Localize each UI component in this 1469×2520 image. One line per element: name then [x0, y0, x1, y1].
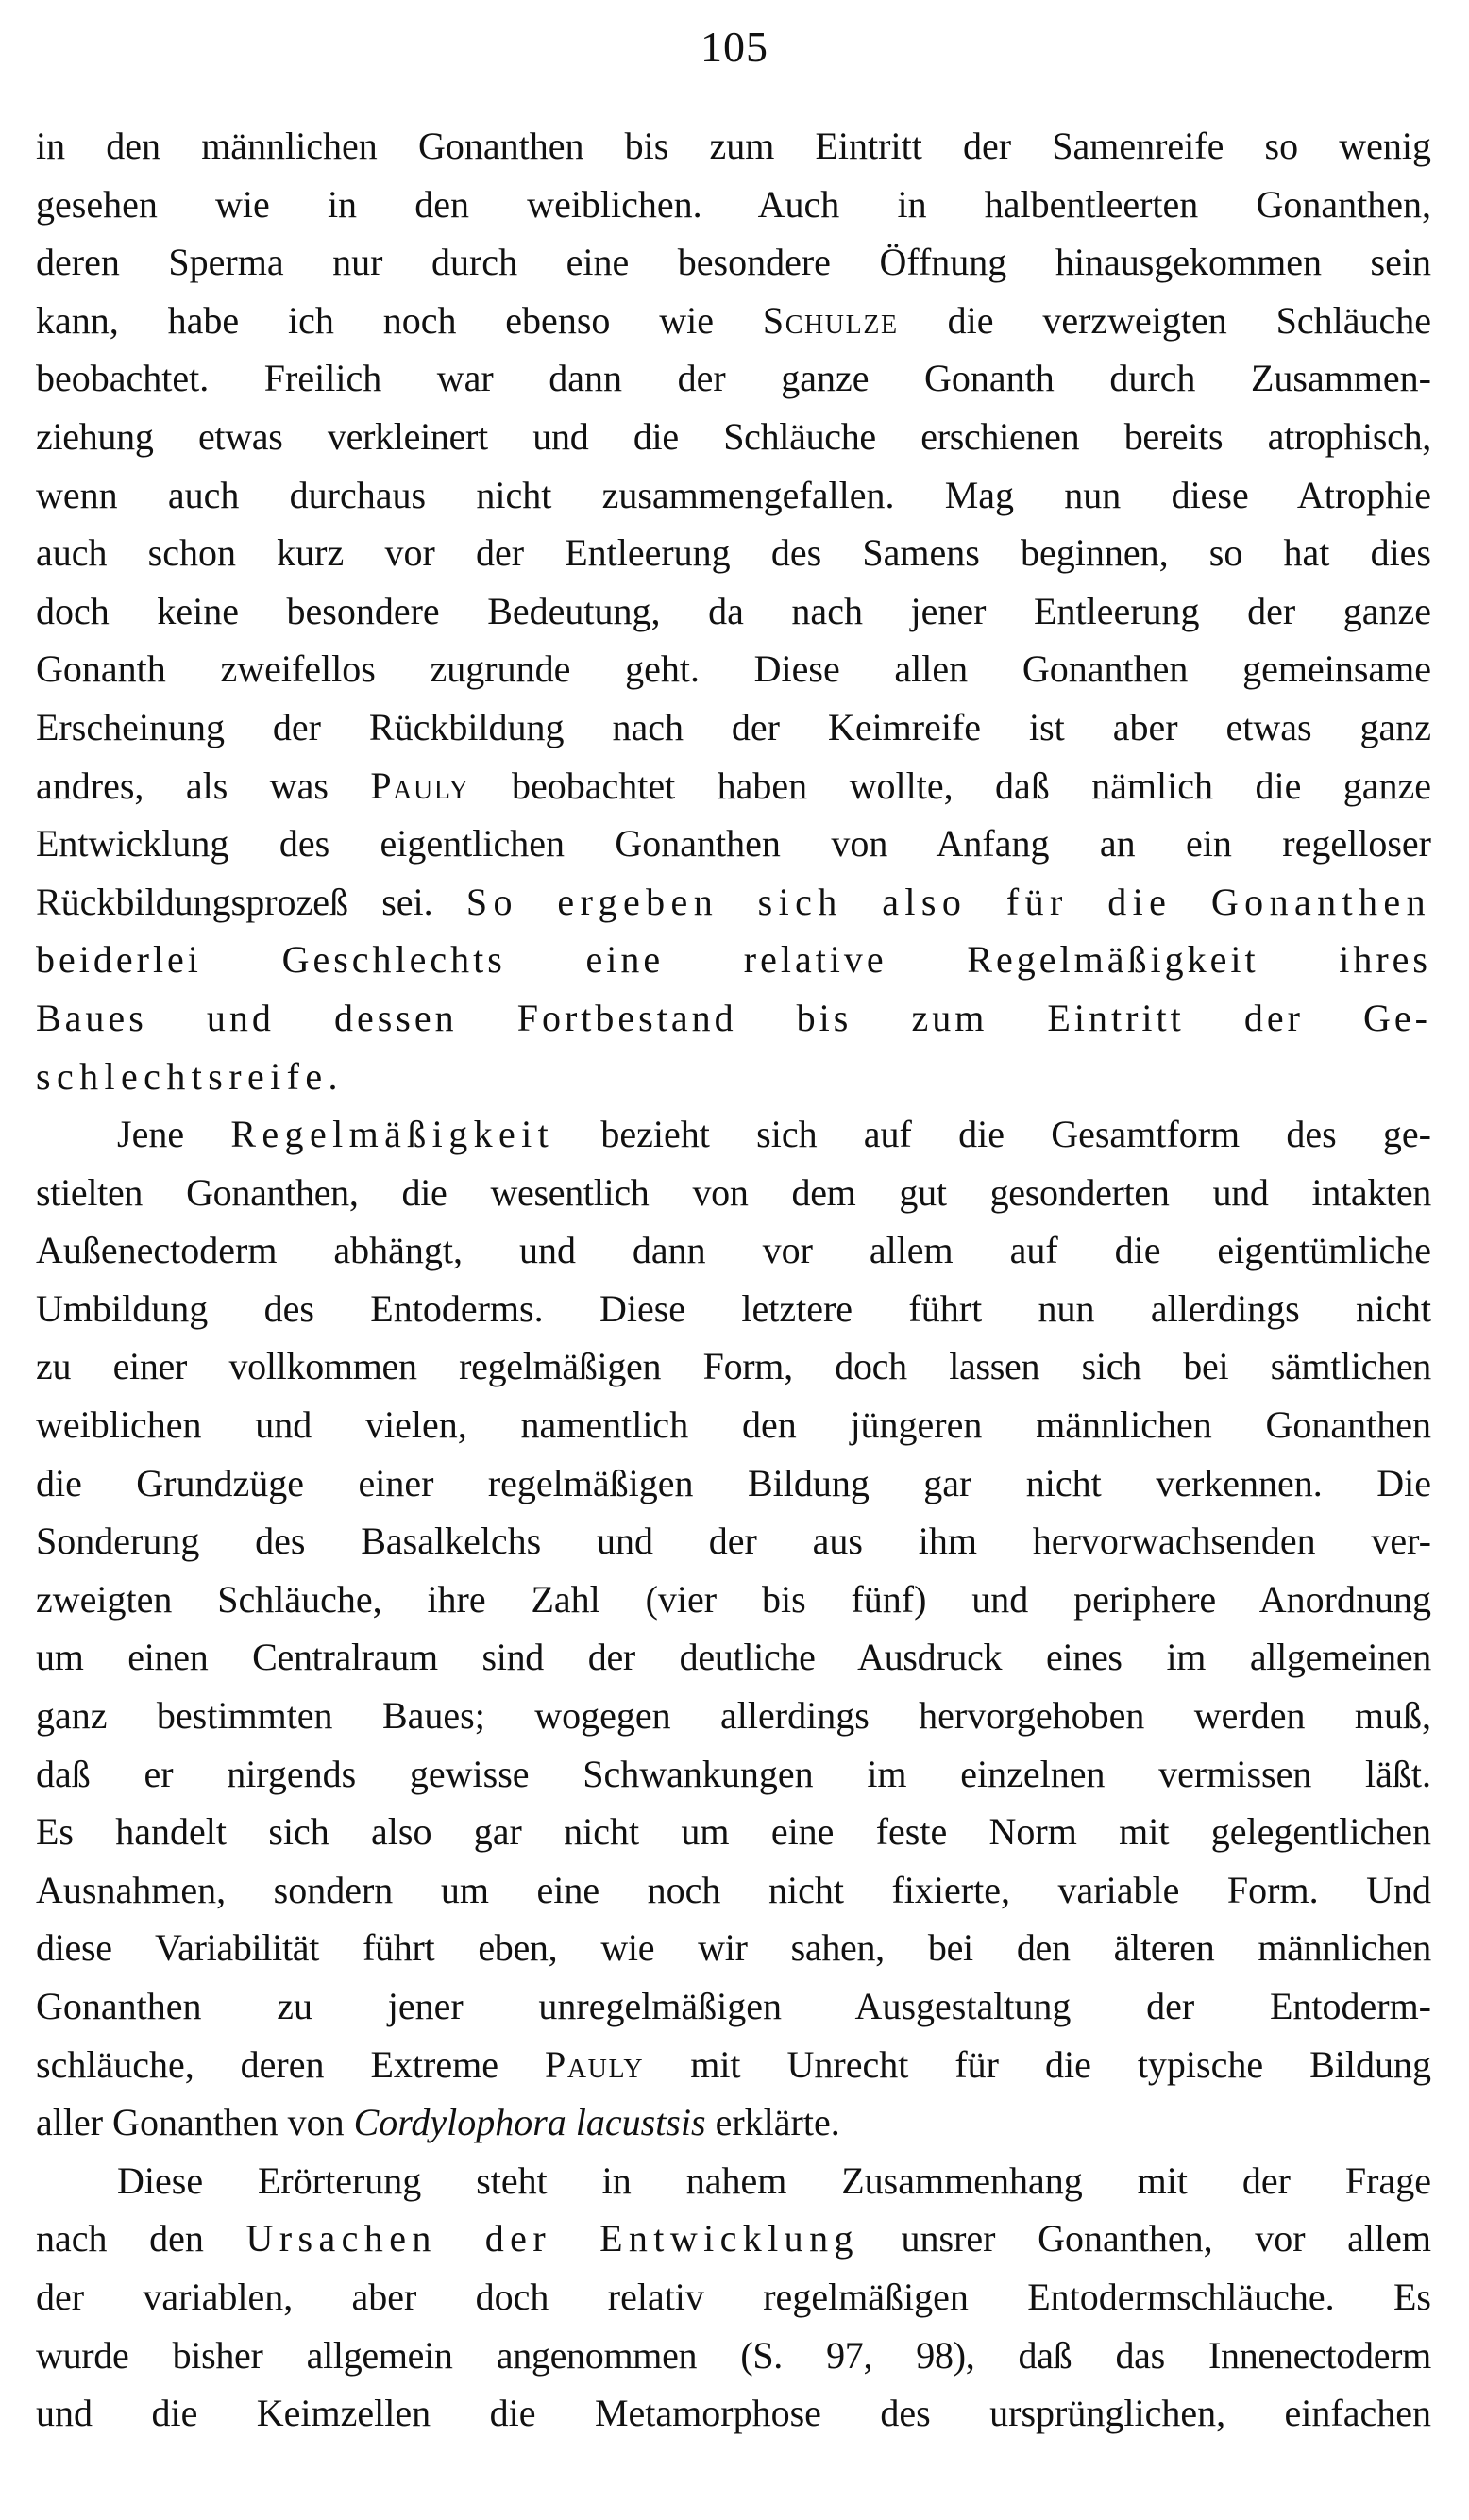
text-line-29: daß er nirgends gewisse Schwankungen im einzelnen vermissen läßt. — [36, 1752, 1431, 1795]
text-segment: nach den — [36, 2217, 204, 2260]
text-line-2: gesehen wie in den weiblichen. Auch in halbentleerten Gonanthen, — [36, 182, 1431, 226]
text-line-5: beobachtet. Freilich war dann der ganze Gonanth durch Zusammen- — [36, 357, 1431, 400]
text-line-19: stielten Gonanthen, die wesentlich von dem gut gesonderten und intakten — [36, 1170, 1431, 1214]
author-name-pauly: Pauly — [370, 764, 470, 807]
text-line-28: ganz bestimmten Baues; wogegen allerdings hervorgehoben werden muß, — [36, 1694, 1431, 1738]
text-line-24: die Grundzüge einer regelmäßigen Bildung gar nicht verkennen. Die — [36, 1461, 1431, 1504]
text-line-8: auch schon kurz vor der Entleerung des Samens beginnen, so hat dies — [36, 531, 1431, 575]
text-line-17: schlechtsreife. — [36, 1054, 344, 1098]
text-segment: andres, als was — [36, 764, 329, 807]
text-line-39: wurde bisher allgemein angenommen (S. 97, 98), daß das Innenectoderm — [36, 2333, 1431, 2377]
spaced-text: Ursachen der Entwicklung — [245, 2217, 859, 2260]
text-line-20: Außenectoderm abhängt, und dann vor allem auf die eigentümliche — [36, 1229, 1431, 1272]
text-line-38: der variablen, aber doch relativ regelmäßigen Entodermschläuche. Es — [36, 2275, 1431, 2318]
species-name: Cordylophora lacustsis — [353, 2101, 706, 2144]
text-line-36: Diese Erörterung steht in nahem Zusammenhang mit der Frage — [117, 2159, 1431, 2202]
text-line-30: Es handelt sich also gar nicht um eine feste Norm mit gelegentlichen — [36, 1810, 1431, 1854]
text-segment: Rückbildungsprozeß sei. — [36, 880, 433, 923]
text-segment: mit Unrecht für die typische Bildung — [690, 2042, 1432, 2086]
text-line-33: Gonanthen zu jener unregelmäßigen Ausgestaltung der Entoderm- — [36, 1985, 1431, 2027]
text-line-18 — [36, 1105, 1431, 1164]
text-line-34 — [36, 2036, 1431, 2094]
text-line-32: diese Variabilität führt eben, wie wir sahen, bei den älteren männlichen — [36, 1926, 1431, 1970]
text-line-14 — [36, 873, 1431, 932]
text-segment: aller Gonanthen von — [36, 2101, 345, 2144]
text-line-9: doch keine besondere Bedeutung, da nach jener Entleerung der ganze — [36, 589, 1431, 632]
text-line-12 — [36, 757, 1431, 815]
text-line-13: Entwicklung des eigentlichen Gonanthen von Anfang an ein regelloser — [36, 822, 1431, 865]
text-line-26: zweigten Schläuche, ihre Zahl (vier bis fünf) und periphere Anordnung — [36, 1577, 1431, 1621]
text-line-40: und die Keimzellen die Metamorphose des ursprünglichen, einfachen — [36, 2392, 1431, 2435]
text-line-3: deren Sperma nur durch eine besondere Öffnung hinausgekommen sein — [36, 241, 1431, 284]
page-number: 105 — [701, 23, 768, 71]
text-line-21: Umbildung des Entoderms. Diese letztere führt nun allerdings nicht — [36, 1286, 1431, 1330]
author-name-pauly: Pauly — [544, 2042, 645, 2086]
text-segment: kann, habe ich noch ebenso wie — [36, 298, 714, 342]
text-line-22: zu einer vollkommen regelmäßigen Form, doch lassen sich bei sämtlichen — [36, 1345, 1431, 1388]
text-line-11: Erscheinung der Rückbildung nach der Keimreife ist aber etwas ganz — [36, 705, 1431, 748]
spaced-text: So ergeben sich also für die Gonanthen — [465, 880, 1431, 923]
text-segment: bezieht sich auf die Gesamtform des ge- — [600, 1113, 1432, 1156]
text-segment: Jene — [117, 1113, 185, 1156]
text-line-10: Gonanth zweifellos zugrunde geht. Diese allen Gonanthen gemeinsame — [36, 647, 1431, 691]
text-line-16: Baues und dessen Fortbestand bis zum Eintritt der Ge- — [36, 996, 1431, 1039]
text-line-35 — [36, 2093, 1431, 2152]
text-line-23: weiblichen und vielen, namentlich den jüngeren männlichen Gonanthen — [36, 1403, 1431, 1447]
text-segment: beobachtet haben wollte, daß nämlich die ganze — [511, 764, 1432, 807]
text-line-4 — [36, 292, 1431, 350]
text-line-7: wenn auch durchaus nicht zusammengefallen. Mag nun diese Atrophie — [36, 473, 1431, 516]
text-line-15: beiderlei Geschlechts eine relative Regelmäßigkeit ihres — [36, 938, 1431, 982]
spaced-text: Regelmäßigkeit — [230, 1113, 555, 1156]
text-line-27: um einen Centralraum sind der deutliche Ausdruck eines im allgemeinen — [36, 1636, 1431, 1679]
author-name-schulze: Schulze — [762, 298, 899, 342]
body-text — [36, 117, 1431, 2443]
text-line-1: in den männlichen Gonanthen bis zum Eintritt der Samenreife so wenig — [36, 125, 1431, 167]
text-line-31: Ausnahmen, sondern um eine noch nicht fixierte, variable Form. Und — [36, 1868, 1431, 1911]
text-segment: schläuche, deren Extreme — [36, 2042, 498, 2086]
text-line-25: Sonderung des Basalkelchs und der aus ihm hervorwachsenden ver- — [36, 1520, 1431, 1563]
text-line-6: ziehung etwas verkleinert und die Schläuche erschienen bereits atrophisch, — [36, 414, 1431, 458]
text-line-37 — [36, 2209, 1431, 2268]
text-segment: erklärte. — [715, 2101, 840, 2144]
text-segment: unsrer Gonanthen, vor allem — [901, 2217, 1432, 2260]
text-segment: die verzweigten Schläuche — [947, 298, 1431, 342]
